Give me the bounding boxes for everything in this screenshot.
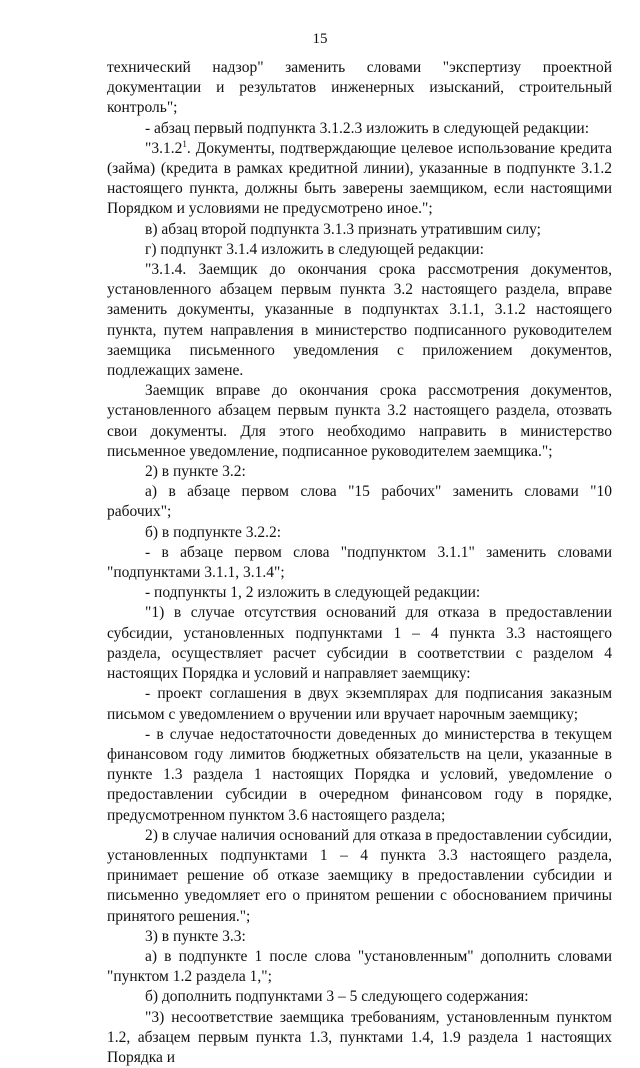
paragraph-text: - проект соглашения в двух экземплярах для подписания заказным письмом с уведомлением о вручении или вручает нарочным заемщику; (107, 685, 612, 723)
paragraph (107, 947, 612, 987)
paragraph (107, 58, 612, 119)
paragraph (107, 725, 612, 826)
paragraph-text: технический надзор" заменить словами "экспертизу проектной документации и результатов инженерных изысканий, строительный контроль"; (107, 59, 612, 117)
paragraph-prefix: "3.1.2 (145, 139, 183, 157)
page-number: 15 (312, 31, 328, 47)
paragraph (107, 462, 612, 482)
paragraph-text: . Документы, подтверждающие целевое использование кредита (займа) (кредита в рамках кредитной линии), указанные в подпункте 3.1.2 настоящего пункта, должны быть заверены заемщиком, если настоящими Порядком и условиями не предусмотрено иное."; (107, 139, 612, 218)
paragraph-text: - подпункты 1, 2 изложить в следующей редакции: (145, 584, 481, 602)
paragraph-text: 2) в пункте 3.2: (145, 463, 246, 481)
document-body (107, 58, 612, 1068)
paragraph (107, 523, 612, 543)
paragraph (107, 1008, 612, 1068)
paragraph (107, 240, 612, 260)
paragraph-text: б) в подпункте 3.2.2: (145, 523, 282, 541)
paragraph-text: "3) несоответствие заемщика требованиям, установленным пунктом 1.2, абзацем первым пункта 1.3, пунктами 1.4, 1.9 раздела 1 настоящих Порядка и (107, 1008, 612, 1066)
paragraph-text: в) абзац второй подпункта 3.1.3 признать утратившим силу; (145, 220, 541, 238)
paragraph (107, 603, 612, 684)
paragraph (107, 139, 612, 220)
paragraph-text: "1) в случае отсутствия оснований для отказа в предоставлении субсидии, установленных подпунктами 1 – 4 пункта 3.3 настоящего раздела, осуществляет расчет субсидии в соответствии с разделом 4 настоящих Порядка и условий и направляет заемщику: (107, 604, 612, 683)
paragraph (107, 482, 612, 522)
paragraph (107, 927, 612, 947)
paragraph (107, 826, 612, 927)
paragraph-text: "3.1.4. Заемщик до окончания срока рассмотрения документов, установленного абзацем первым пункта 3.2 настоящего раздела, вправе заменить документы, указанные в подпунктах 3.1.1, 3.1.2 настоящего пункта, путем направления в министерство подписанного руководителем заемщика письменного уведомления с приложением документов, подлежащих замене. (107, 261, 612, 380)
paragraph-text: г) подпункт 3.1.4 изложить в следующей редакции: (145, 240, 484, 258)
superscript: 1 (182, 138, 187, 149)
paragraph-text: - абзац первый подпункта 3.1.2.3 изложить в следующей редакции: (145, 119, 590, 137)
paragraph (107, 220, 612, 240)
paragraph (107, 987, 612, 1007)
paragraph-text: 2) в случае наличия оснований для отказа в предоставлении субсидии, установленных подпунктами 1 – 4 пункта 3.3 настоящего раздела, принимает решение об отказе заемщику в предоставлении субсидии и письменно уведомляет его о принятом решении с обоснованием причины принятого решения."; (107, 826, 612, 925)
paragraph (107, 684, 612, 724)
paragraph (107, 119, 612, 139)
paragraph-text: 3) в пункте 3.3: (145, 927, 246, 945)
paragraph-text: - в случае недостаточности доведенных до министерства в текущем финансовом году лимитов бюджетных обязательств на цели, указанные в пункте 1.3 раздела 1 настоящих Порядка и условий, уведомление о предоставлении субсидии в очередном финансовом году в порядке, предусмотренном пунктом 3.6 настоящего раздела; (107, 725, 612, 824)
paragraph-text: Заемщик вправе до окончания срока рассмотрения документов, установленного абзацем первым пункта 3.2 настоящего раздела, отозвать свои документы. Для этого необходимо направить в министерство письменное уведомление, подписанное руководителем заемщика."; (107, 382, 612, 460)
paragraph (107, 543, 612, 583)
paragraph-text: б) дополнить подпунктами 3 – 5 следующего содержания: (145, 988, 529, 1006)
paragraph-text: а) в абзаце первом слова "15 рабочих" заменить словами "10 рабочих"; (107, 483, 612, 521)
paragraph-text: а) в подпункте 1 после слова "установленным" дополнить словами "пунктом 1.2 раздела 1,"; (107, 947, 612, 986)
paragraph (107, 381, 612, 462)
paragraph (107, 260, 612, 381)
paragraph-text: - в абзаце первом слова "подпунктом 3.1.1" заменить словами "подпунктами 3.1.1, 3.1.4"; (107, 543, 612, 582)
paragraph (107, 583, 612, 603)
